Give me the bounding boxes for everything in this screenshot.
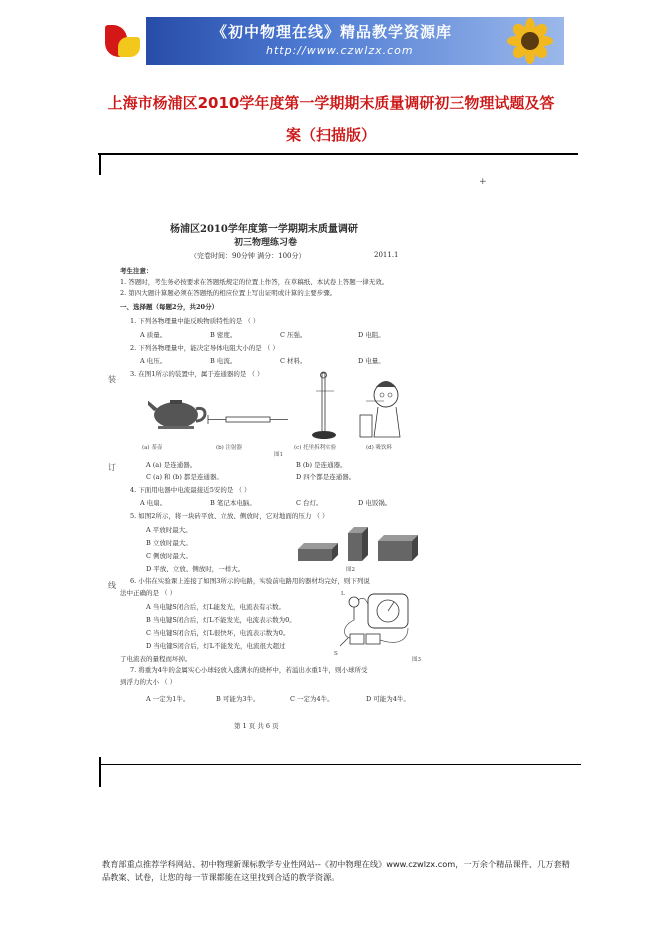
q1-option-c: C 压强。 [280, 331, 307, 339]
fig1-caption-a: (a) 茶壶 [142, 445, 163, 451]
exam-date: 2011.1 [374, 251, 399, 259]
fig3-label-s: S [334, 651, 338, 657]
left-rule-bottom [99, 757, 101, 787]
q5-option-c: C 侧放时最大。 [146, 552, 193, 560]
corner-mark: + [479, 177, 487, 187]
q2-option-b: B 电流。 [210, 357, 237, 365]
drinking-straw-icon [360, 381, 400, 437]
q1-option-b: B 密度。 [210, 331, 237, 339]
page-title-line-1: 上海市杨浦区2010学年度第一学期期末质量调研初三物理试题及答 [107, 94, 555, 112]
page-number: 第 1 页 共 6 页 [234, 722, 279, 730]
q2-option-a: A 电压。 [140, 357, 167, 365]
q6-option-b: B 当电键S闭合后，灯L不能发光，电流表示数为0。 [146, 616, 296, 624]
section-heading: 一、选择题（每题2分，共20分） [120, 303, 219, 311]
notice-heading: 考生注意： [120, 267, 153, 275]
q4-option-b: B 笔记本电脑。 [210, 499, 256, 507]
brick-upright-icon [348, 527, 368, 561]
ammeter-icon [368, 594, 408, 628]
logo [98, 17, 146, 65]
q7-option-d: D 可能为4牛。 [366, 695, 410, 703]
question-6: 6. 小伟在实验课上连接了如图3所示的电路，实验前电路用的器材均完好，则下列说 [130, 577, 370, 585]
q5-option-d: D 平放、立放、侧放时，一样大。 [146, 565, 245, 573]
q4-option-a: A 电扇。 [140, 499, 167, 507]
fig1-caption-d: (d) 吸饮料 [366, 445, 393, 451]
question-4: 4. 下面用电器中电流最接近5安的是 （ ） [130, 486, 251, 494]
left-rule-top [99, 153, 101, 175]
margin-mark-ding: 订 [108, 463, 116, 472]
header-banner [98, 17, 564, 65]
q3-option-c: C (a) 和 (b) 都是连通器。 [146, 473, 223, 481]
banner-url[interactable]: http://www.czwlzx.com [266, 44, 414, 57]
exam-title: 杨浦区2010学年度第一学期期末质量调研 [170, 224, 358, 235]
q3-option-d: D 四个都是连通器。 [296, 473, 356, 481]
q4-option-d: D 电饭锅。 [358, 499, 392, 507]
figure-2-bricks [296, 527, 426, 563]
q5-option-a: A 平放时最大。 [146, 526, 192, 534]
margin-mark-xian: 线 [108, 581, 116, 590]
question-3: 3. 在图1所示的装置中，属于连通器的是 （ ） [130, 370, 264, 378]
footer-text: 教育部重点推荐学科网站、初中物理新课标教学专业性网站--《初中物理在线》www.czwlzx.com，一万余个精品课件、几万套精品教案、试卷，让您的每一节课都能在这里找到合适的教学资源。 [102, 859, 570, 882]
scanned-exam-page [108, 207, 448, 737]
question-7-cont: 到浮力的大小 （ ） [120, 678, 177, 686]
torricelli-tube-icon [312, 372, 336, 439]
q6-option-c: C 当电键S闭合后，灯L很快坏，电流表示数为0。 [146, 629, 290, 637]
notice-1: 1. 答题时，考生务必按要求在答题纸规定的位置上作答，在草稿纸、本试卷上答题一律无效。 [120, 278, 389, 286]
q3-option-b: B (b) 是连通器。 [296, 461, 347, 469]
q5-option-b: B 立放时最大。 [146, 539, 192, 547]
battery-icon [350, 634, 380, 644]
q4-option-c: C 台灯。 [296, 499, 323, 507]
logo-yellow-shape [118, 37, 140, 57]
q1-option-a: A 质量。 [140, 331, 167, 339]
q2-option-d: D 电量。 [358, 357, 385, 365]
q7-option-b: B 可能为3牛。 [216, 695, 260, 703]
exam-subtitle: 初三物理练习卷 [234, 238, 298, 248]
bottom-rule [99, 764, 581, 765]
fig3-label-l: L [341, 591, 345, 597]
top-rule [98, 153, 578, 155]
bulb-icon [349, 597, 359, 620]
fig1-caption-c: (c) 托里拆利实验 [294, 445, 337, 451]
exam-meta: （完卷时间：90分钟 满分：100分） [190, 252, 306, 260]
fig1-caption-b: (b) 注射器 [216, 445, 243, 451]
margin-mark-zhuang: 装 [108, 375, 116, 384]
q2-option-c: C 材料。 [280, 357, 307, 365]
fig2-label: 图2 [346, 567, 355, 573]
page-title-line-2: 案（扫描版） [285, 126, 376, 144]
question-7: 7. 将重为4牛的金属实心小球轻放入盛满水的烧杯中，若溢出水重1牛，则小球所受 [130, 666, 368, 674]
q3-option-a: A (a) 是连通器。 [146, 461, 197, 469]
teapot-icon [148, 399, 205, 429]
q6-option-a: A 当电键S闭合后，灯L能发光，电流表有示数。 [146, 603, 286, 611]
syringe-icon [208, 415, 288, 424]
q7-option-a: A 一定为1牛。 [146, 695, 190, 703]
figure-1-drawings [148, 371, 408, 443]
question-1: 1. 下列各物理量中能反映物质特性的是 （ ） [130, 317, 260, 325]
brick-side-icon [378, 535, 418, 561]
q6-option-d-cont: 了电流表的量程而坏掉。 [120, 655, 192, 663]
fig1-label: 图1 [274, 452, 283, 458]
figure-3-circuit [338, 590, 424, 656]
sunflower-icon [502, 17, 558, 65]
q6-option-d: D 当电键S闭合后，灯L不能发光，电流很大超过 [146, 642, 286, 650]
q7-option-c: C 一定为4牛。 [290, 695, 334, 703]
question-5: 5. 如图2所示，将一块砖平放、立放、侧放时，它对地面的压力 （ ） [130, 512, 329, 520]
q1-option-d: D 电阻。 [358, 331, 385, 339]
switch-icon [340, 638, 348, 646]
banner-title: 《初中物理在线》精品教学资源库 [212, 23, 453, 41]
question-6-cont: 法中正确的是 （ ） [120, 589, 177, 597]
question-2: 2. 下列各物理量中，能决定导体电阻大小的是 （ ） [130, 344, 279, 352]
brick-flat-icon [298, 543, 338, 561]
fig3-label: 图3 [412, 657, 421, 663]
notice-2: 2. 第四大题计算题必须在答题纸的相应位置上写出证明或计算的主要步骤。 [120, 289, 337, 297]
